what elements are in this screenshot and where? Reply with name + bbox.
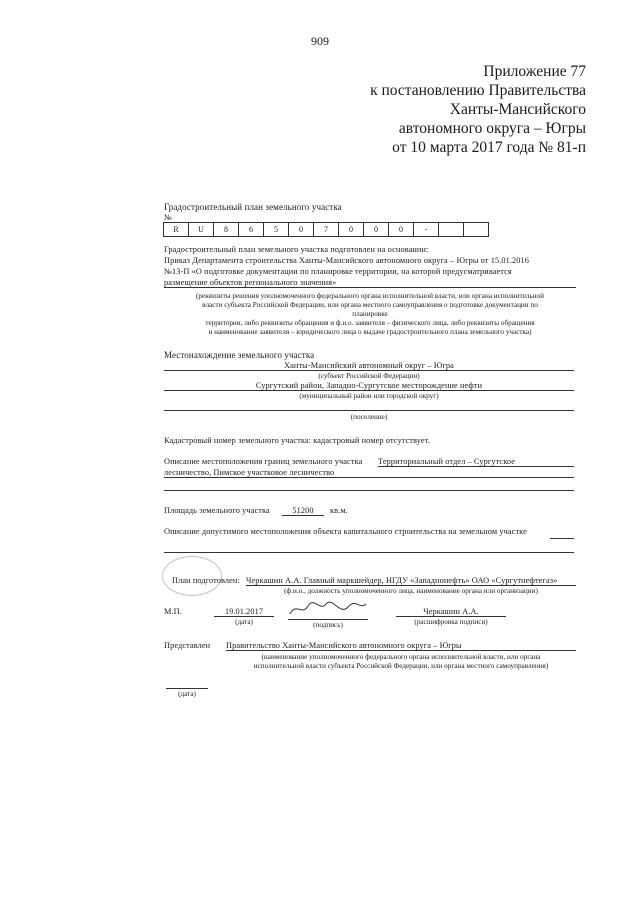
appendix-line: автономного округа – Югры [398, 120, 586, 137]
number-cell: 6 [238, 222, 264, 237]
number-cell: 0 [363, 222, 389, 237]
number-cell: 0 [338, 222, 364, 237]
district-caption: (муниципальный район или городской округ) [299, 392, 439, 400]
boundary-value: Территориальный отдел – Сургутское [378, 457, 574, 467]
signature-line [288, 619, 368, 620]
signature [286, 598, 370, 620]
number-cell [438, 222, 464, 237]
location-heading: Местонахождение земельного участка [164, 350, 315, 360]
settlement-caption: (поселение) [350, 413, 388, 421]
page-number: 909 [311, 34, 329, 48]
basis-caption: власти субъекта Российской Федерации, или органа местного самоуправления о подготовке документации по [202, 301, 538, 309]
appendix-line: к постановлению Правительства [370, 82, 586, 99]
basis-caption: территории, либо реквизиты обращения и ф.и.о. заявителя – физического лица, либо реквизиты обращения [205, 319, 535, 327]
presented-caption: исполнительной власти субъекта Российской Федерации, или органа местного самоуправления) [253, 662, 549, 670]
appendix-line: от 10 марта 2017 года № 81-п [392, 139, 586, 156]
presented-value: Правительство Ханты-Мансийского автономного округа – Югры [226, 641, 576, 651]
prepared-label: План подготовлен: [172, 576, 240, 585]
area-label: Площадь земельного участка [164, 506, 270, 515]
area-value: 51200 [282, 506, 324, 516]
bottom-date-line [166, 688, 208, 689]
basis-text-line: Приказ Департамента строительства Ханты-Мансийского автономного округа – Югры от 15.01.2016 [164, 256, 530, 265]
basis-caption: и наименование заявителя – юридического лица о выдаче градостроительного плана земельного участка) [208, 328, 532, 336]
basis-caption: планировке [352, 310, 388, 318]
boundary-label: Описание местоположения границ земельного участка [164, 457, 363, 466]
number-cell [463, 222, 489, 237]
placement-line [164, 552, 574, 553]
basis-text-line: размещение объектов регионального значения» [164, 278, 576, 288]
decoded-caption: (расшифровка подписи) [414, 618, 488, 626]
number-cell: 7 [313, 222, 339, 237]
subject-value: Ханты-Мансийский автономный округ – Югра [164, 361, 574, 371]
presented-label: Представлен [164, 641, 211, 650]
district-value: Сургутский район, Западно-Сургутское месторождение нефти [164, 381, 574, 391]
prepared-value: Черкашин А.А. Главный маркшейдер, НГДУ «Западнонефть» ОАО «Сургутнефтегаз» [246, 576, 576, 586]
date-value: 19.01.2017 [214, 607, 274, 617]
number-cell: - [413, 222, 439, 237]
placement-label: Описание допустимого местоположения объекта капитального строительства на земельном участке [164, 527, 527, 536]
number-cell: U [188, 222, 214, 237]
presented-caption: (наименование уполномоченного федерального органа исполнительной власти, или органа [261, 653, 541, 661]
subject-caption: (субъект Российской Федерации) [318, 372, 420, 380]
prepared-caption: (ф.и.о., должность уполномоченного лица, наименование органа или организации) [284, 587, 538, 595]
settlement-line [164, 410, 574, 411]
number-cell: 8 [213, 222, 239, 237]
number-cell: 0 [288, 222, 314, 237]
mp-label: М.П. [164, 607, 182, 616]
cadastral-text: Кадастровый номер земельного участка: кадастровый номер отсутствует. [164, 436, 430, 445]
boundary-line [164, 490, 574, 491]
boundary-value: лесничество, Пимское участковое лесничество [164, 468, 574, 478]
bottom-date-caption: (дата) [178, 690, 196, 698]
basis-text-line: №13-П «О подготовке документации по планировке территории, на которой предусматривается [164, 267, 512, 276]
basis-caption: (реквизиты решения уполномоченного федерального органа исполнительной власти, или органа исполнительной [196, 292, 544, 300]
placement-line [550, 538, 574, 539]
number-cell: 0 [388, 222, 414, 237]
decoded-signature: Черкашин А.А. [396, 607, 506, 617]
appendix-line: Приложение 77 [483, 63, 586, 80]
number-cell: R [163, 222, 189, 237]
date-caption: (дата) [235, 618, 253, 626]
basis-heading: Градостроительный план земельного участка подготовлен на основании: [164, 245, 429, 254]
number-cell: 5 [263, 222, 289, 237]
form-title: Градостроительный план земельного участка [164, 202, 342, 212]
appendix-line: Ханты-Мансийского [449, 101, 586, 118]
signature-caption: (подпись) [313, 621, 343, 629]
number-label: № [164, 213, 173, 222]
area-unit: кв.м. [330, 506, 348, 515]
plan-number-cells [164, 222, 489, 237]
